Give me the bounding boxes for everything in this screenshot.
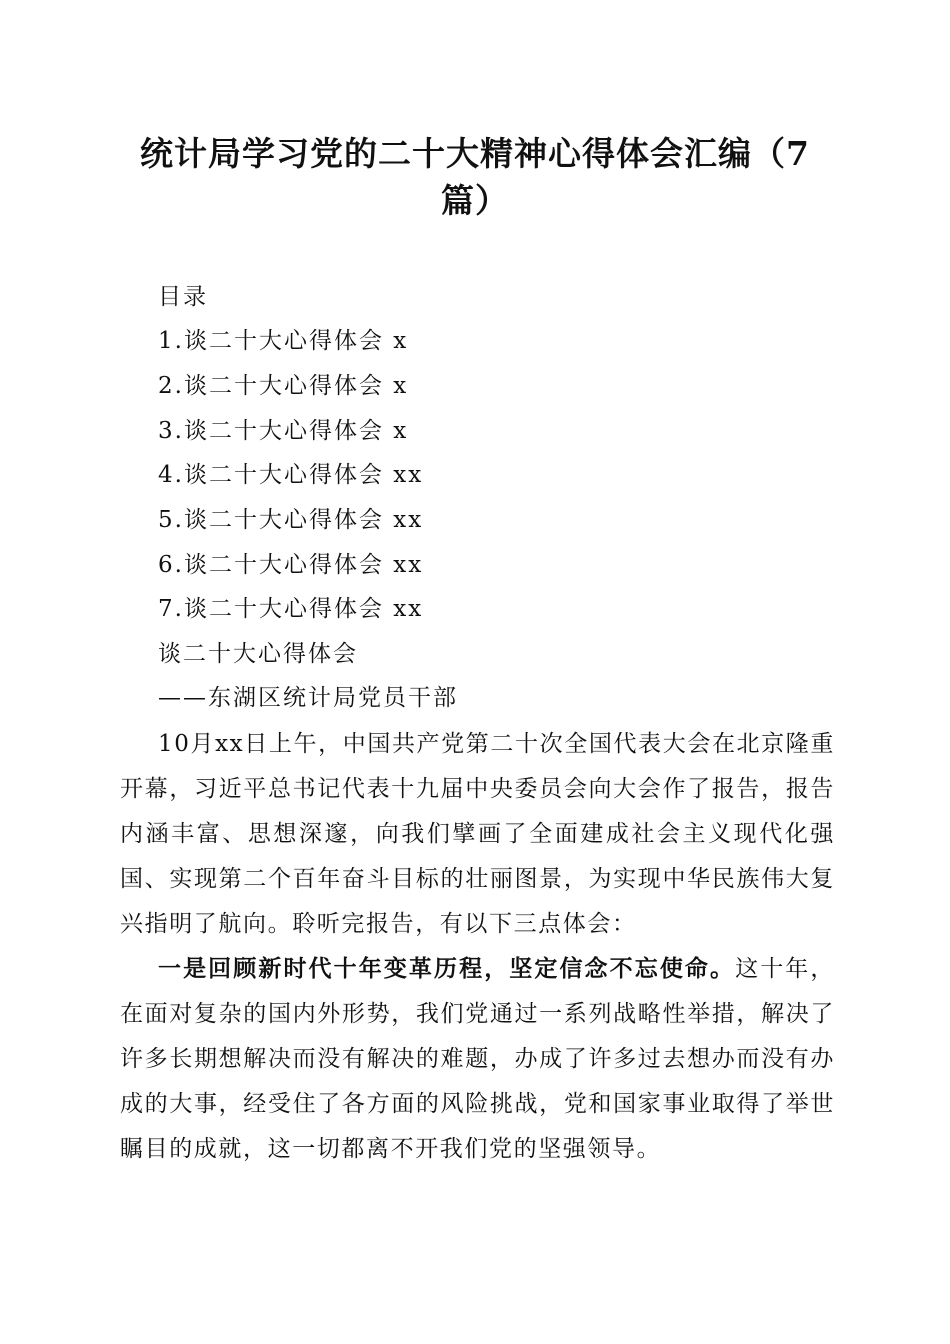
- title-line-2: 篇）: [441, 181, 509, 220]
- toc-heading: 目录: [158, 284, 208, 310]
- paragraph-1: 10月xx日上午，中国共产党第二十次全国代表大会在北京隆重开幕，习近平总书记代表十九届中央委员会向大会作了报告，报告内涵丰富、思想深邃，向我们擘画了全面建成社会主义现代化强国、实现第二个百年奋斗目标的壮丽图景，为实现中华民族伟大复兴指明了航向。聆听完报告，有以下三点体会：: [120, 731, 835, 937]
- toc-item: 7.谈二十大心得体会 xx: [158, 596, 424, 622]
- paragraph-2-lead: 一是回顾新时代十年变革历程，坚定信念不忘使命。: [158, 955, 736, 982]
- article-author: ——东湖区统计局党员干部: [158, 685, 458, 711]
- toc-item: 2.谈二十大心得体会 x: [158, 373, 409, 399]
- title-line-1: 统计局学习党的二十大精神心得体会汇编（7: [140, 134, 810, 173]
- toc-item: 3.谈二十大心得体会 x: [158, 418, 409, 444]
- article-title: 谈二十大心得体会: [158, 641, 358, 667]
- toc-item: 1.谈二十大心得体会 x: [158, 328, 409, 354]
- toc-item: 5.谈二十大心得体会 xx: [158, 507, 424, 533]
- paragraph-2: [120, 946, 835, 1172]
- paragraph-2-body: 这十年，在面对复杂的国内外形势，我们党通过一系列战略性举措，解决了许多长期想解决而没有解决的难题，办成了许多过去想办而没有办成的大事，经受住了各方面的风险挑战，党和国家事业取得了举世瞩目的成就，这一切都离不开我们党的坚强领导。: [120, 956, 835, 1162]
- toc-item: 4.谈二十大心得体会 xx: [158, 462, 424, 488]
- document-title: [118, 130, 832, 224]
- toc-item: 6.谈二十大心得体会 xx: [158, 552, 424, 578]
